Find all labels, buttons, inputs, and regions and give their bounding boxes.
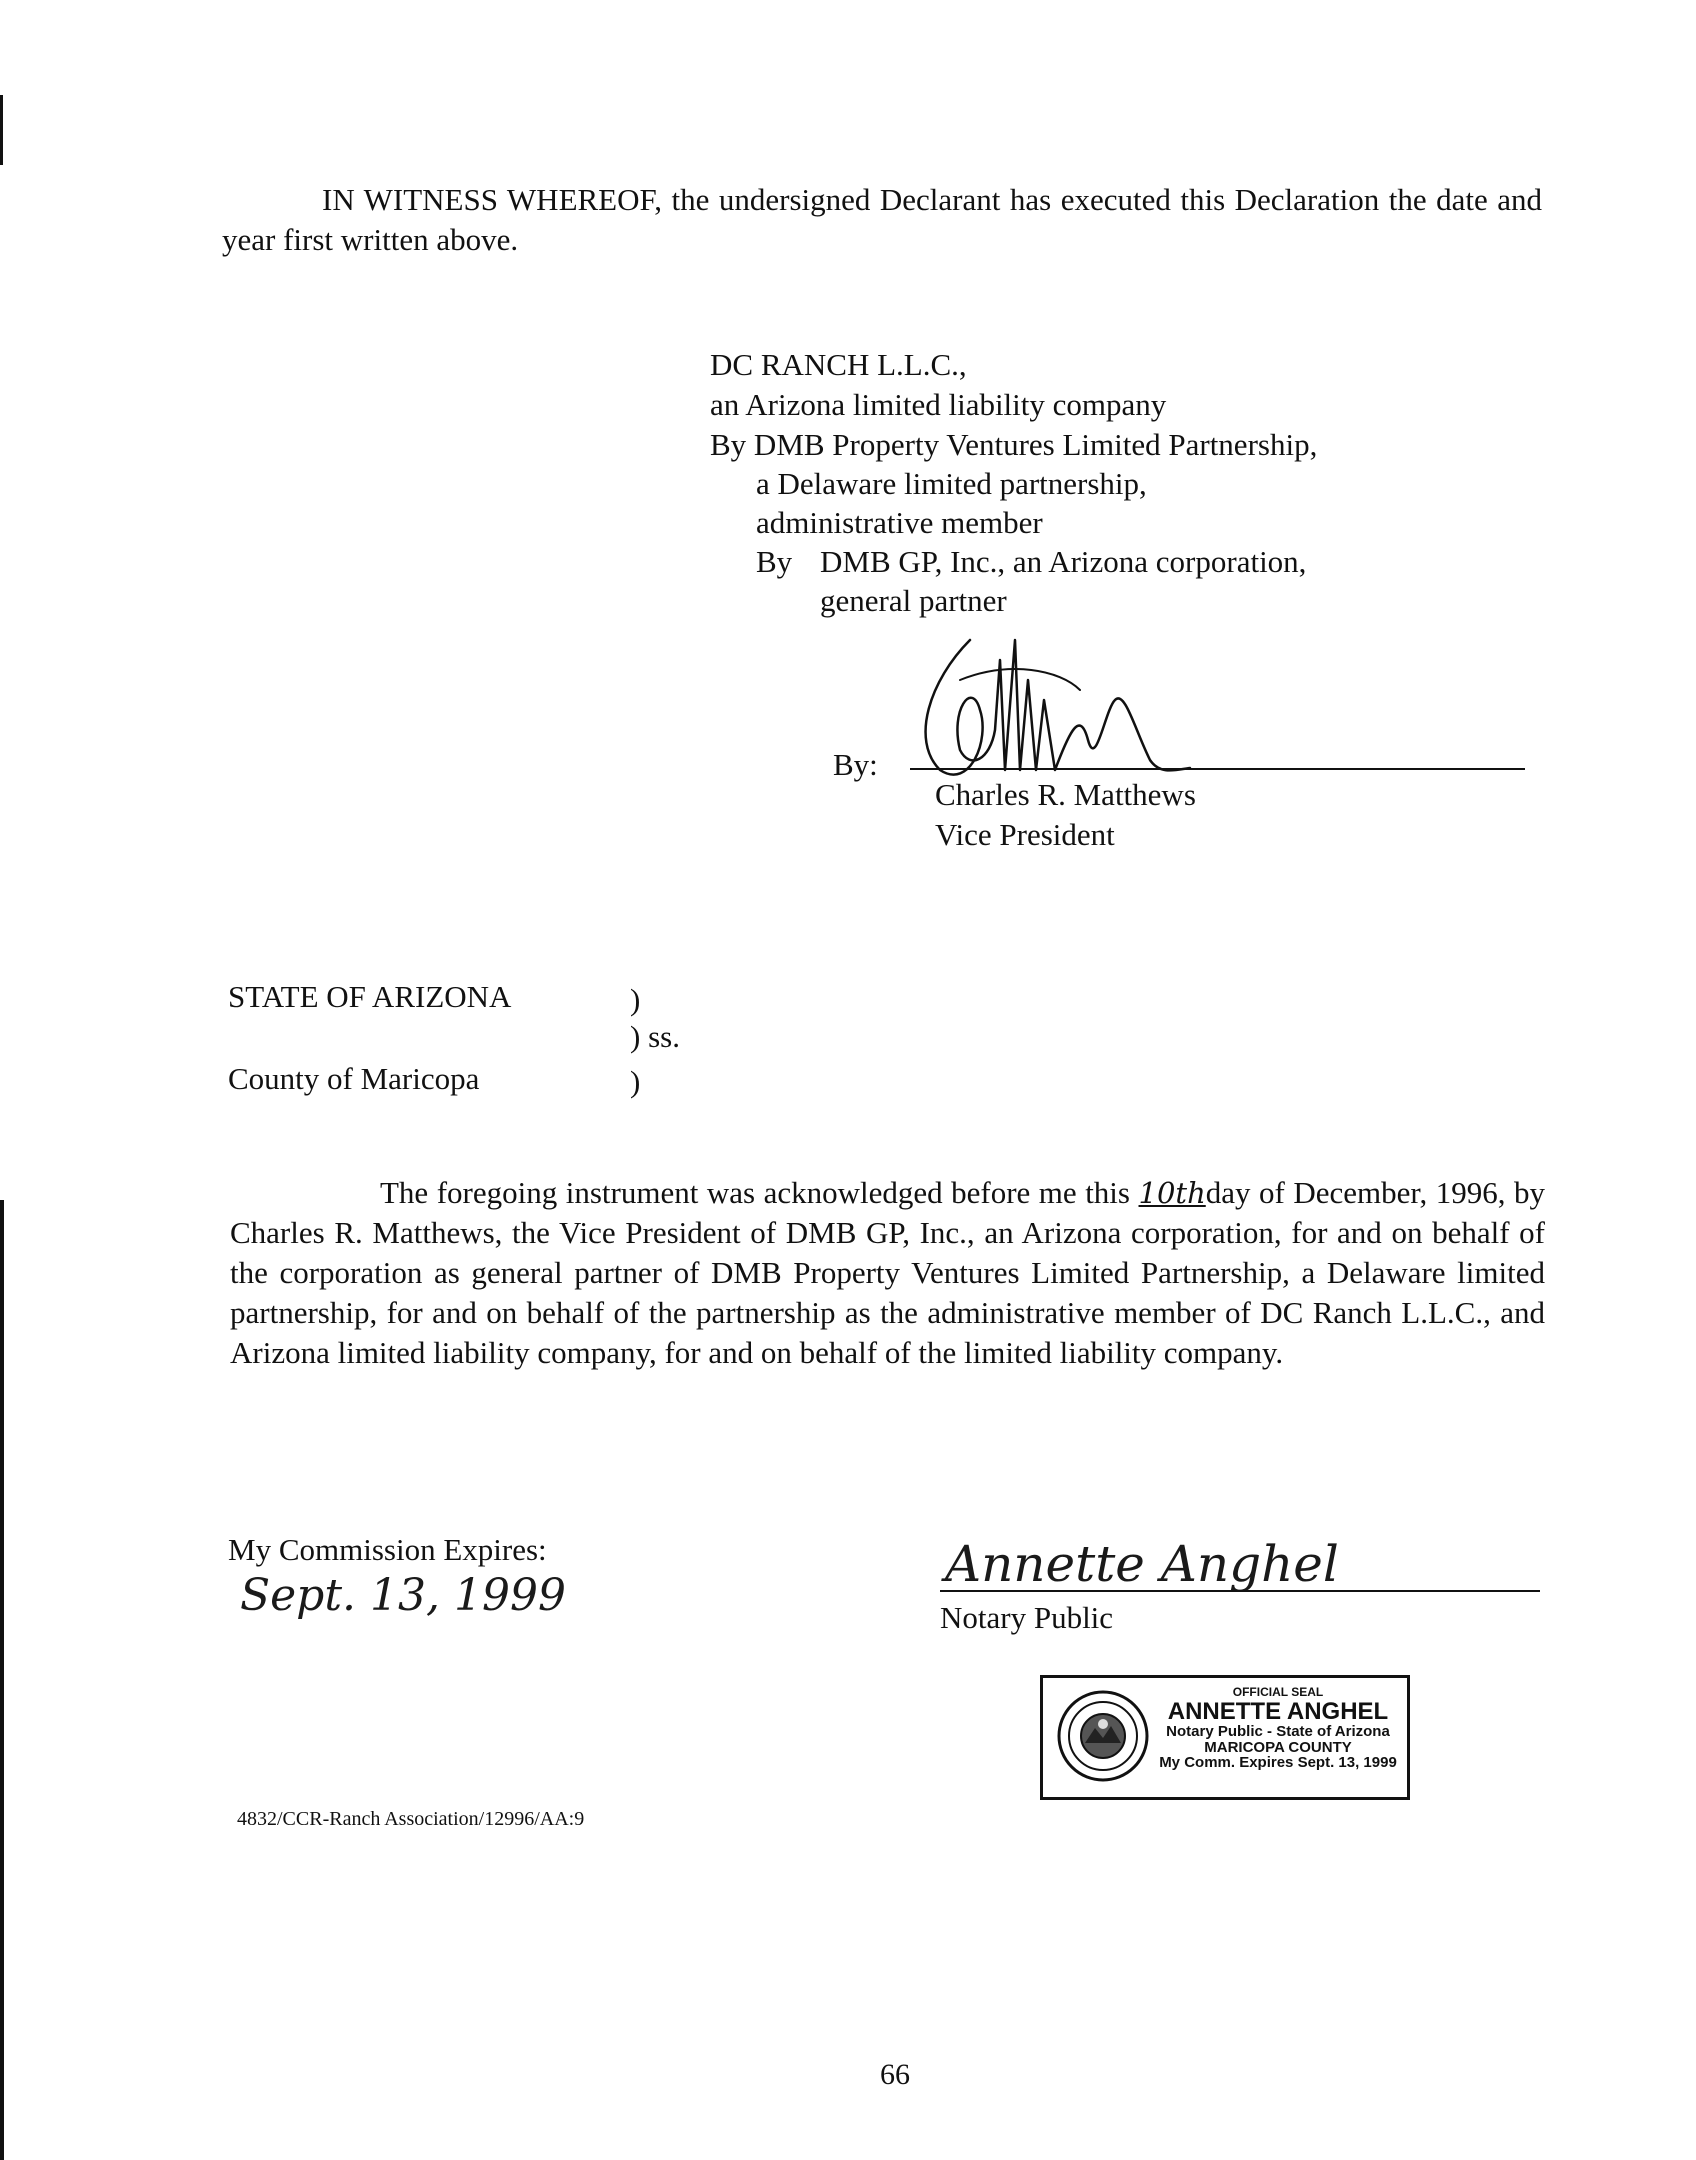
commission-date-handwritten: Sept. 13, 1999 [240,1570,566,1621]
page-number: 66 [880,2058,910,2091]
partnership-description: a Delaware limited partnership, [756,466,1147,501]
venue-paren-ss: ) ss. [630,1019,680,1054]
by-partnership: By DMB Property Ventures Limited Partnership, [710,427,1318,462]
state-seal-icon [1055,1688,1151,1784]
signer-name: Charles R. Matthews [935,777,1196,812]
signer-title: Vice President [935,817,1115,852]
handwritten-day: 10th [1138,1176,1206,1210]
signature-matthews [910,620,1250,790]
notary-public-label: Notary Public [940,1600,1114,1635]
venue-state: STATE OF ARIZONA [228,979,512,1014]
by-label: By [756,544,793,579]
by-signature-label: By: [833,747,878,782]
venue-paren-3: ) [630,1064,641,1099]
company-description: an Arizona limited liability company [710,387,1167,422]
notary-signature: Annette Anghel [945,1535,1339,1593]
signature-line-matthews [910,768,1525,770]
signature-line-notary [940,1590,1540,1592]
seal-text-block [1153,1686,1403,1771]
company-name: DC RANCH L.L.C., [710,347,967,382]
partnership-role: administrative member [756,505,1043,540]
acknowledgment-paragraph [230,1173,1545,1373]
venue-paren-1: ) [630,982,641,1017]
witness-paragraph: IN WITNESS WHEREOF, the undersigned Declarant has executed this Declaration the date and year first written above. [222,182,1542,257]
notary-seal-stamp [1040,1675,1410,1800]
seal-line-expiry: My Comm. Expires Sept. 13, 1999 [1159,1754,1397,1772]
venue-county: County of Maricopa [228,1061,480,1096]
general-partner-role: general partner [820,583,1007,618]
acknowledgment-rest: day of December, 1996, by Charles R. Matthews, the Vice President of DMB GP, Inc., an Arizona corporation, for and on behalf of the corporation as general partner of DMB Property Ventures Limited Partnership, a Delaware limited partnership, for and on behalf of the partnership as the administrative member of DC Ranch L.L.C., and Arizona limited liability company, for and on behalf of the limited liability company. [230,1175,1546,1370]
acknowledgment-lead: The foregoing instrument was acknowledged before me this [380,1175,1130,1210]
commission-expires-label: My Commission Expires: [228,1532,547,1567]
seal-line-official: OFFICIAL SEAL [1232,1685,1324,1699]
scan-edge-mark [0,1200,4,2160]
seal-line-county: MARICOPA COUNTY [1204,1738,1352,1756]
seal-line-name: ANNETTE ANGHEL [1167,1697,1389,1725]
scan-edge-mark [0,95,3,165]
document-reference: 4832/CCR-Ranch Association/12996/AA:9 [237,1808,585,1830]
seal-line-title: Notary Public - State of Arizona [1166,1722,1390,1740]
general-partner-name: DMB GP, Inc., an Arizona corporation, [820,544,1307,579]
